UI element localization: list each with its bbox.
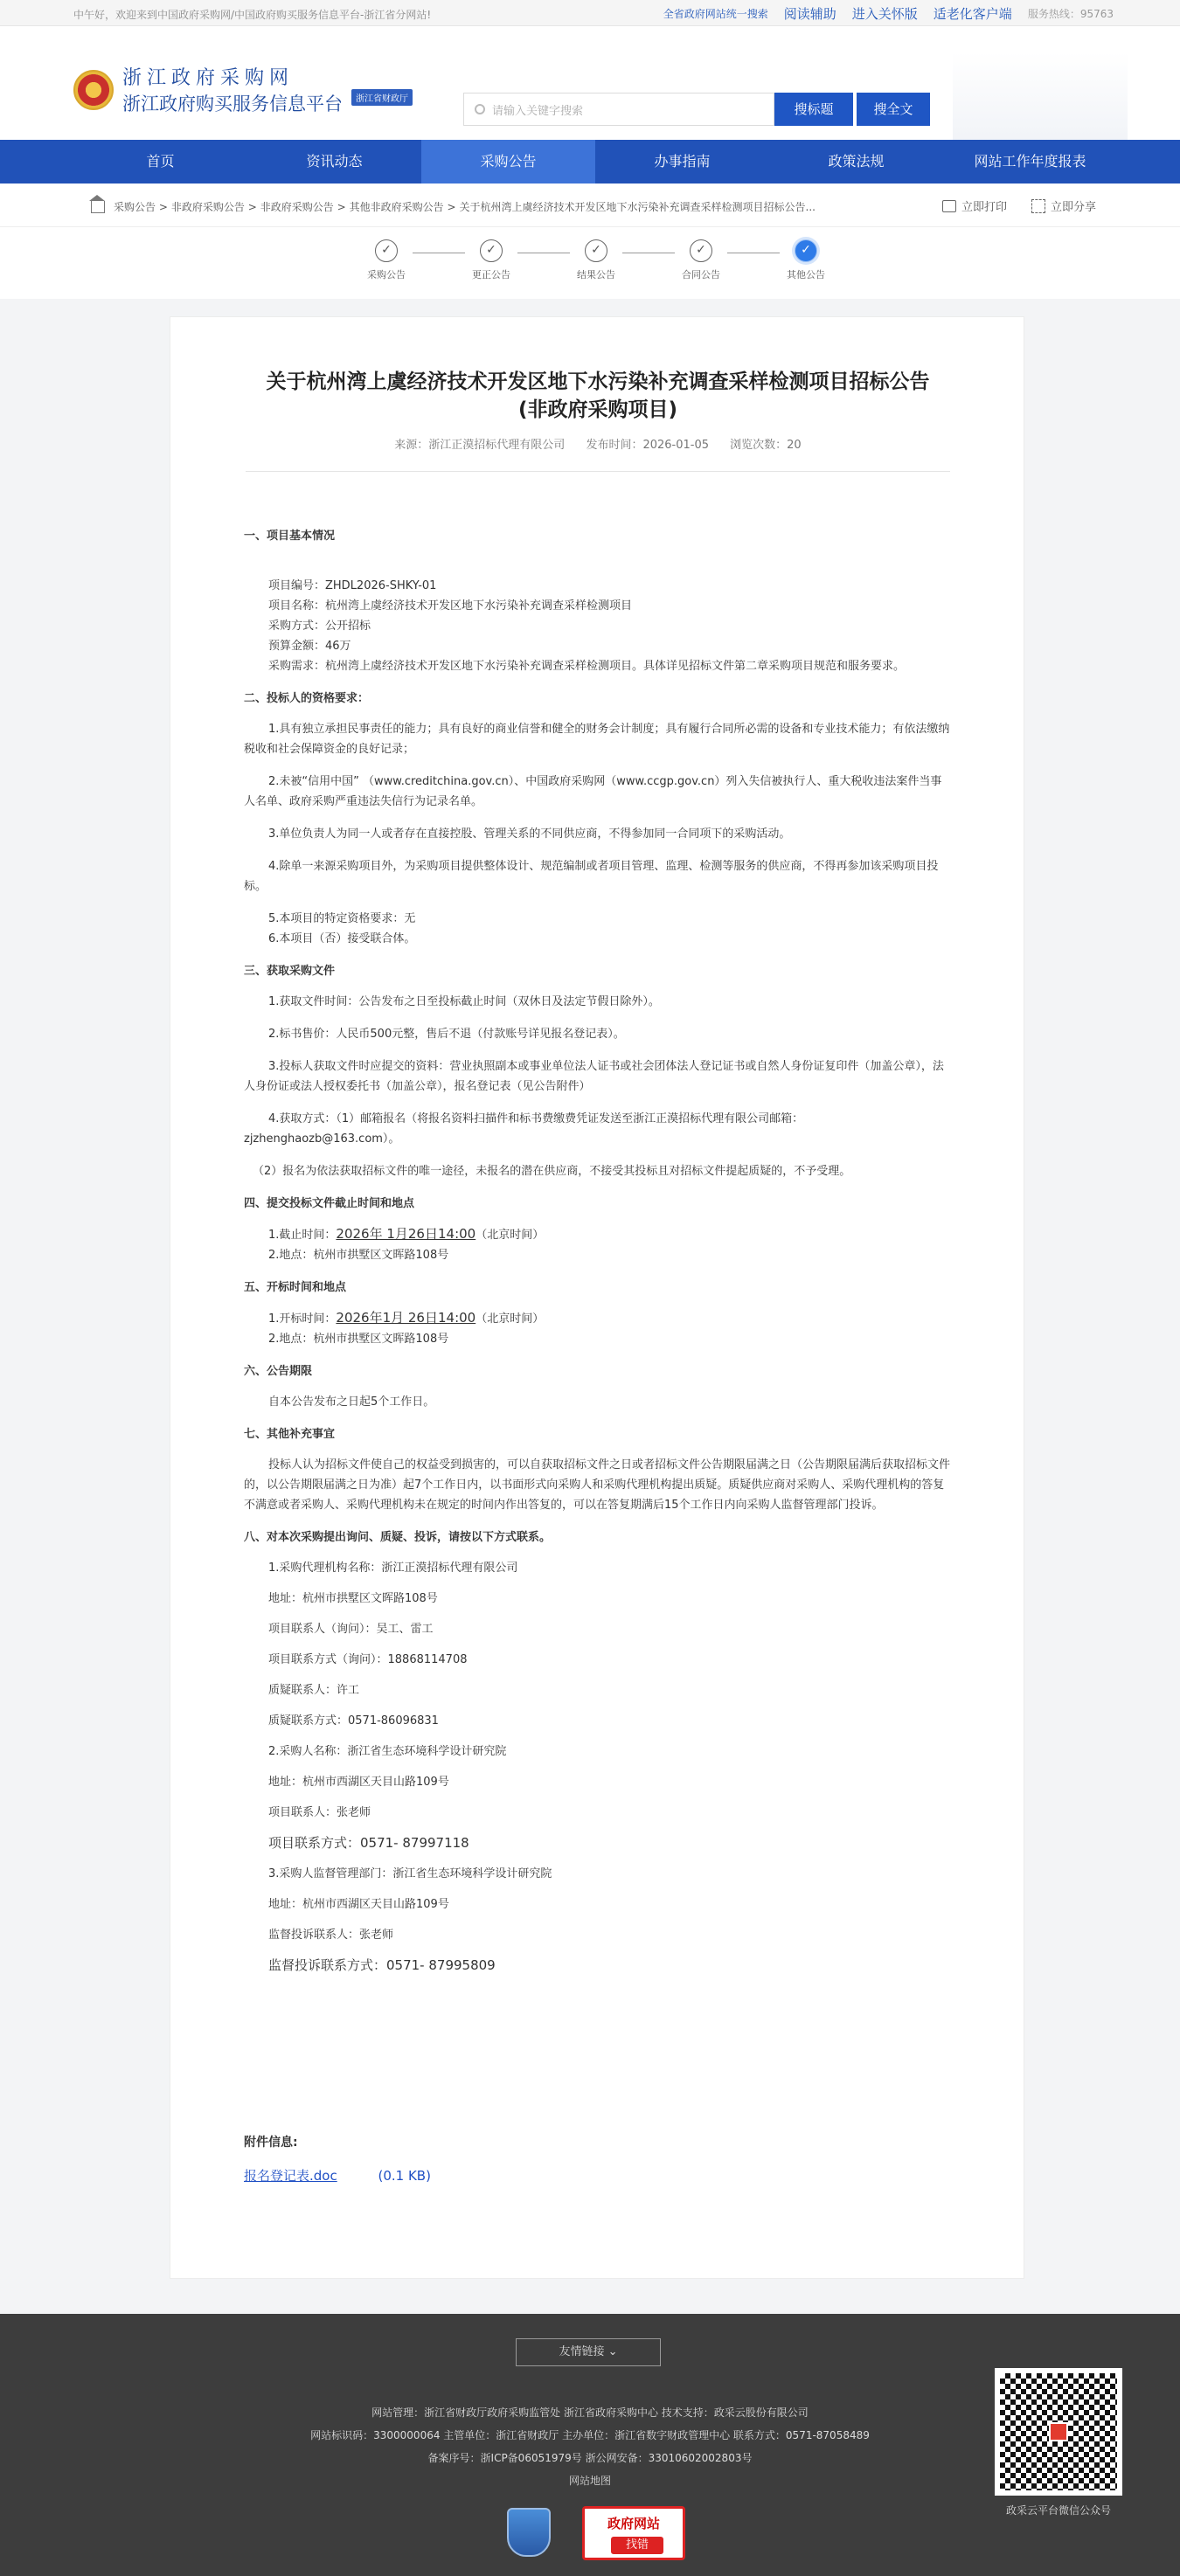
step-procurement[interactable]: [351, 239, 421, 281]
breadcrumb-item[interactable]: 非政府采购公告 >: [170, 201, 257, 213]
qrcode-label: 政采云平台微信公众号: [1005, 2504, 1111, 2517]
print-button[interactable]: [942, 197, 1007, 214]
breadcrumb: [0, 184, 1180, 227]
site-logo[interactable]: [73, 63, 413, 116]
nav-guide[interactable]: 办事指南: [654, 153, 711, 170]
attachment-heading: 附件信息:: [244, 2136, 298, 2150]
section-heading: 二、投标人的资格要求：: [244, 692, 370, 705]
search-title-button[interactable]: 搜标题: [774, 93, 853, 126]
pagoda-decoration: [953, 52, 1128, 140]
reading-aid-link[interactable]: 阅读辅助: [783, 6, 836, 22]
title-line: 关于杭州湾上虞经济技术开发区地下水污染补充调查采样检测项目招标公告: [266, 370, 930, 393]
document-info: （2）报名为依法获取招标文件的唯一途径，未报名的潜在供应商，不接受其投标且对招标文件提起质疑的，不予受理。: [253, 1165, 851, 1178]
qualification-item: 3.单位负责人为同一人或者存在直接控股、管理关系的不同供应商，不得参加同一合同项下的采购活动。: [268, 828, 791, 841]
budget-amount: 预算金额：46万: [268, 640, 351, 653]
nav-annual-report[interactable]: 网站工作年度报表: [974, 153, 1086, 170]
friend-links-select[interactable]: 友情链接 ⌄: [516, 2338, 661, 2366]
check-icon: ✓: [375, 239, 398, 262]
qualification-item: 2.未被“信用中国” （www.creditchina.gov.cn）、中国政府采购网（www.ccgp.gov.cn）列入失信被执行人、重大税收违法案件当事人名单、政府采购严重违法失信行为记录名单。: [244, 775, 942, 808]
logo-subtitle: 浙江政府购买服务信息平台: [122, 93, 343, 114]
share-label: 立即分享: [1050, 201, 1096, 214]
step-label: 合同公告: [682, 269, 720, 280]
contact-line: 项目联系人：张老师: [268, 1806, 371, 1819]
national-emblem-icon: [73, 70, 114, 110]
step-label: 其他公告: [787, 269, 825, 280]
contact-line: 2.采购人名称：浙江省生态环境科学设计研究院: [268, 1745, 507, 1758]
section-heading: 六、公告期限: [244, 1365, 313, 1378]
footer-line: 网站管理：浙江省财政厅政府采购监管处 浙江省政府采购中心 技术支持：政采云股份有限公司: [371, 2406, 809, 2419]
check-icon: ✓: [585, 239, 607, 262]
step-result[interactable]: [561, 239, 631, 281]
contact-line: 项目联系方式：0571- 87997118: [268, 1835, 469, 1851]
nav-procurement[interactable]: 采购公告: [421, 140, 595, 184]
qualification-item: 1.具有独立承担民事责任的能力；具有良好的商业信誉和健全的财务会计制度；具有履行合同所必需的设备和专业技术能力；有依法缴纳税收和社会保障资金的良好记录；: [244, 723, 950, 756]
contact-line: 地址：杭州市西湖区天目山路109号: [268, 1776, 449, 1789]
contact-line: 监督投诉联系方式：0571- 87995809: [268, 1957, 496, 1973]
section-heading: 五、开标时间和地点: [244, 1281, 347, 1294]
breadcrumb-item[interactable]: 非政府采购公告 >: [260, 201, 346, 213]
seal-text: 政府网站: [607, 2516, 660, 2531]
opening-location: 2.地点：杭州市拱墅区文晖路108号: [268, 1333, 449, 1346]
top-links: [663, 4, 1114, 23]
section-heading: 七、其他补充事宜: [244, 1428, 336, 1441]
document-info: 3.投标人获取文件时应提交的资料：营业执照副本或事业单位法人证书或社会团体法人登记证书或自然人身份证复印件（加盖公章），法人身份证或法人授权委托书（加盖公章），报名登记表（见公告附件）: [244, 1060, 944, 1093]
home-icon[interactable]: [91, 201, 105, 213]
attachment-link[interactable]: 报名登记表.doc: [244, 2168, 337, 2184]
deadline-time: 1.截止时间：2026年 1月26日14:00（北京时间）: [268, 1226, 545, 1242]
contact-line: 3.采购人监督管理部门：浙江省生态环境科学设计研究院: [268, 1867, 552, 1880]
search-input[interactable]: [463, 93, 774, 126]
step-other[interactable]: [771, 239, 841, 281]
breadcrumb-item[interactable]: 其他非政府采购公告 >: [349, 201, 456, 213]
check-icon: ✓: [480, 239, 503, 262]
gov-website-error-report[interactable]: [582, 2506, 685, 2560]
section-heading: 三、获取采购文件: [244, 965, 336, 978]
qualification-item: 5.本项目的特定资格要求：无: [268, 912, 416, 925]
notice-steps: [0, 227, 1180, 299]
breadcrumb-item[interactable]: 采购公告 >: [114, 201, 168, 213]
contact-line: 地址：杭州市西湖区天目山路109号: [268, 1898, 449, 1911]
document-info: 4.获取方式：（1）邮箱报名（将报名资料扫描件和标书费缴费凭证发送至浙江正漠招标代理有限公司邮箱：zjzhenghaozb@163.com）。: [244, 1112, 804, 1146]
nav-news[interactable]: 资讯动态: [306, 153, 363, 170]
sitemap-link[interactable]: 网站地图: [568, 2475, 611, 2487]
article-body: [244, 514, 952, 1986]
deadline-location: 2.地点：杭州市拱墅区文晖路108号: [268, 1249, 449, 1262]
article-title: [223, 368, 973, 424]
document-info: 1.获取文件时间：公告发布之日至投标截止时间（双休日及法定节假日除外）。: [268, 995, 660, 1008]
welcome-text: 中午好，欢迎来到中国政府采购网/中国政府购买服务信息平台-浙江省分网站!: [73, 9, 432, 21]
attachment-size: (0.1 KB): [378, 2168, 431, 2184]
step-label: 结果公告: [577, 269, 615, 280]
check-icon: ✓: [795, 239, 817, 262]
care-version-link[interactable]: 进入关怀版: [851, 6, 918, 22]
attachment-row: [244, 2166, 431, 2185]
notice-period: 自本公告发布之日起5个工作日。: [268, 1395, 435, 1409]
article-date: 发布时间：2026-01-05: [586, 439, 710, 452]
search-placeholder: 请输入关键字搜索: [492, 104, 584, 118]
elderly-client-link[interactable]: 适老化客户端: [933, 6, 1012, 22]
wechat-qrcode: [995, 2368, 1122, 2496]
party-gov-seal-icon[interactable]: [507, 2508, 551, 2557]
procurement-method: 采购方式：公开招标: [268, 620, 371, 633]
article-views: 浏览次数：20: [730, 439, 802, 452]
section-heading: 八、对本次采购提出询问、质疑、投诉，请按以下方式联系。: [244, 1531, 552, 1544]
title-line: (非政府采购项目): [517, 398, 678, 421]
supplementary-text: 投标人认为招标文件使自己的权益受到损害的，可以自获取招标文件之日或者招标文件公告期限届满之日（公告期限届满后获取招标文件的，以公告期限届满之日为准）起7个工作日内，以书面形式向采购人和采购代理机构提出质疑。质疑供应商对采购人、采购代理机构的答复不满意或者采购人、采购代理机构未在规定的时间内作出答复的，可以在答复期满后15个工作日内向采购人监督管理部门投诉。: [244, 1458, 951, 1512]
opening-time: 1.开标时间：2026年1月 26日14:00（北京时间）: [268, 1310, 545, 1326]
contact-line: 1.采购代理机构名称：浙江正漠招标代理有限公司: [268, 1562, 518, 1575]
site-footer: [0, 2314, 1180, 2576]
project-number: 项目编号：ZHDL2026-SHKY-01: [268, 579, 437, 592]
footer-line: 网站标识码：3300000064 主管单位：浙江省财政厅 主办单位：浙江省数字财政管理中心 联系方式：0571-87058489: [310, 2429, 870, 2441]
step-label: 更正公告: [472, 269, 510, 280]
contact-line: 质疑联系人：许工: [268, 1684, 360, 1697]
hotline-text: 服务热线：95763: [1027, 8, 1114, 20]
footer-line: 备案序号：浙ICP备06051979号 浙公网安备：33010602002803号: [427, 2452, 753, 2464]
step-label: 采购公告: [367, 269, 406, 280]
search-fulltext-button[interactable]: 搜全文: [857, 93, 930, 126]
print-label: 立即打印: [961, 201, 1007, 214]
nav-policy[interactable]: 政策法规: [828, 153, 885, 170]
step-correction[interactable]: [456, 239, 526, 281]
section-heading: 四、提交投标文件截止时间和地点: [244, 1197, 415, 1210]
check-icon: ✓: [690, 239, 712, 262]
finance-dept-badge: 浙江省财政厅: [351, 89, 413, 106]
contact-line: 项目联系人（询问）：吴工、雷工: [268, 1623, 434, 1636]
share-button[interactable]: [1031, 197, 1096, 214]
qualification-item: 4.除单一来源采购项目外，为采购项目提供整体设计、规范编制或者项目管理、监理、检测等服务的供应商，不得再参加该采购项目投标。: [244, 860, 939, 893]
project-name: 项目名称：杭州湾上虞经济技术开发区地下水污染补充调查采样检测项目: [268, 599, 633, 613]
article-source: 来源：浙江正漠招标代理有限公司: [394, 439, 566, 452]
top-bar: [0, 0, 1180, 26]
document-info: 2.标书售价：人民币500元整，售后不退（付款账号详见报名登记表）。: [268, 1028, 625, 1041]
logo-title: 浙江政府采购网: [122, 67, 295, 89]
article-meta: [223, 435, 973, 452]
printer-icon: [942, 200, 956, 212]
unified-search-link[interactable]: 全省政府网站统一搜索: [663, 8, 768, 20]
seal-button: 找错: [611, 2537, 663, 2554]
section-heading: 一、项目基本情况: [244, 530, 336, 543]
breadcrumb-current: 关于杭州湾上虞经济技术开发区地下水污染补充调查采样检测项目招标公告...: [459, 201, 816, 213]
qrcode-icon: [1031, 199, 1045, 213]
qualification-item: 6.本项目（否）接受联合体。: [268, 932, 416, 945]
contact-line: 项目联系方式（询问）：18868114708: [268, 1653, 468, 1666]
contact-line: 监督投诉联系人：张老师: [268, 1929, 394, 1942]
site-header: [0, 26, 1180, 140]
article-card: [170, 316, 1024, 2279]
nav-home[interactable]: 首页: [146, 153, 175, 170]
search-icon: [475, 104, 485, 114]
contact-line: 质疑联系方式：0571-86096831: [268, 1714, 439, 1728]
contact-line: 地址：杭州市拱墅区文晖路108号: [268, 1592, 438, 1605]
meta-divider: [246, 471, 950, 472]
procurement-requirement: 采购需求：杭州湾上虞经济技术开发区地下水污染补充调查采样检测项目。具体详见招标文件第二章采购项目规范和服务要求。: [268, 660, 906, 673]
main-nav: [0, 140, 1180, 184]
step-contract[interactable]: [666, 239, 736, 281]
